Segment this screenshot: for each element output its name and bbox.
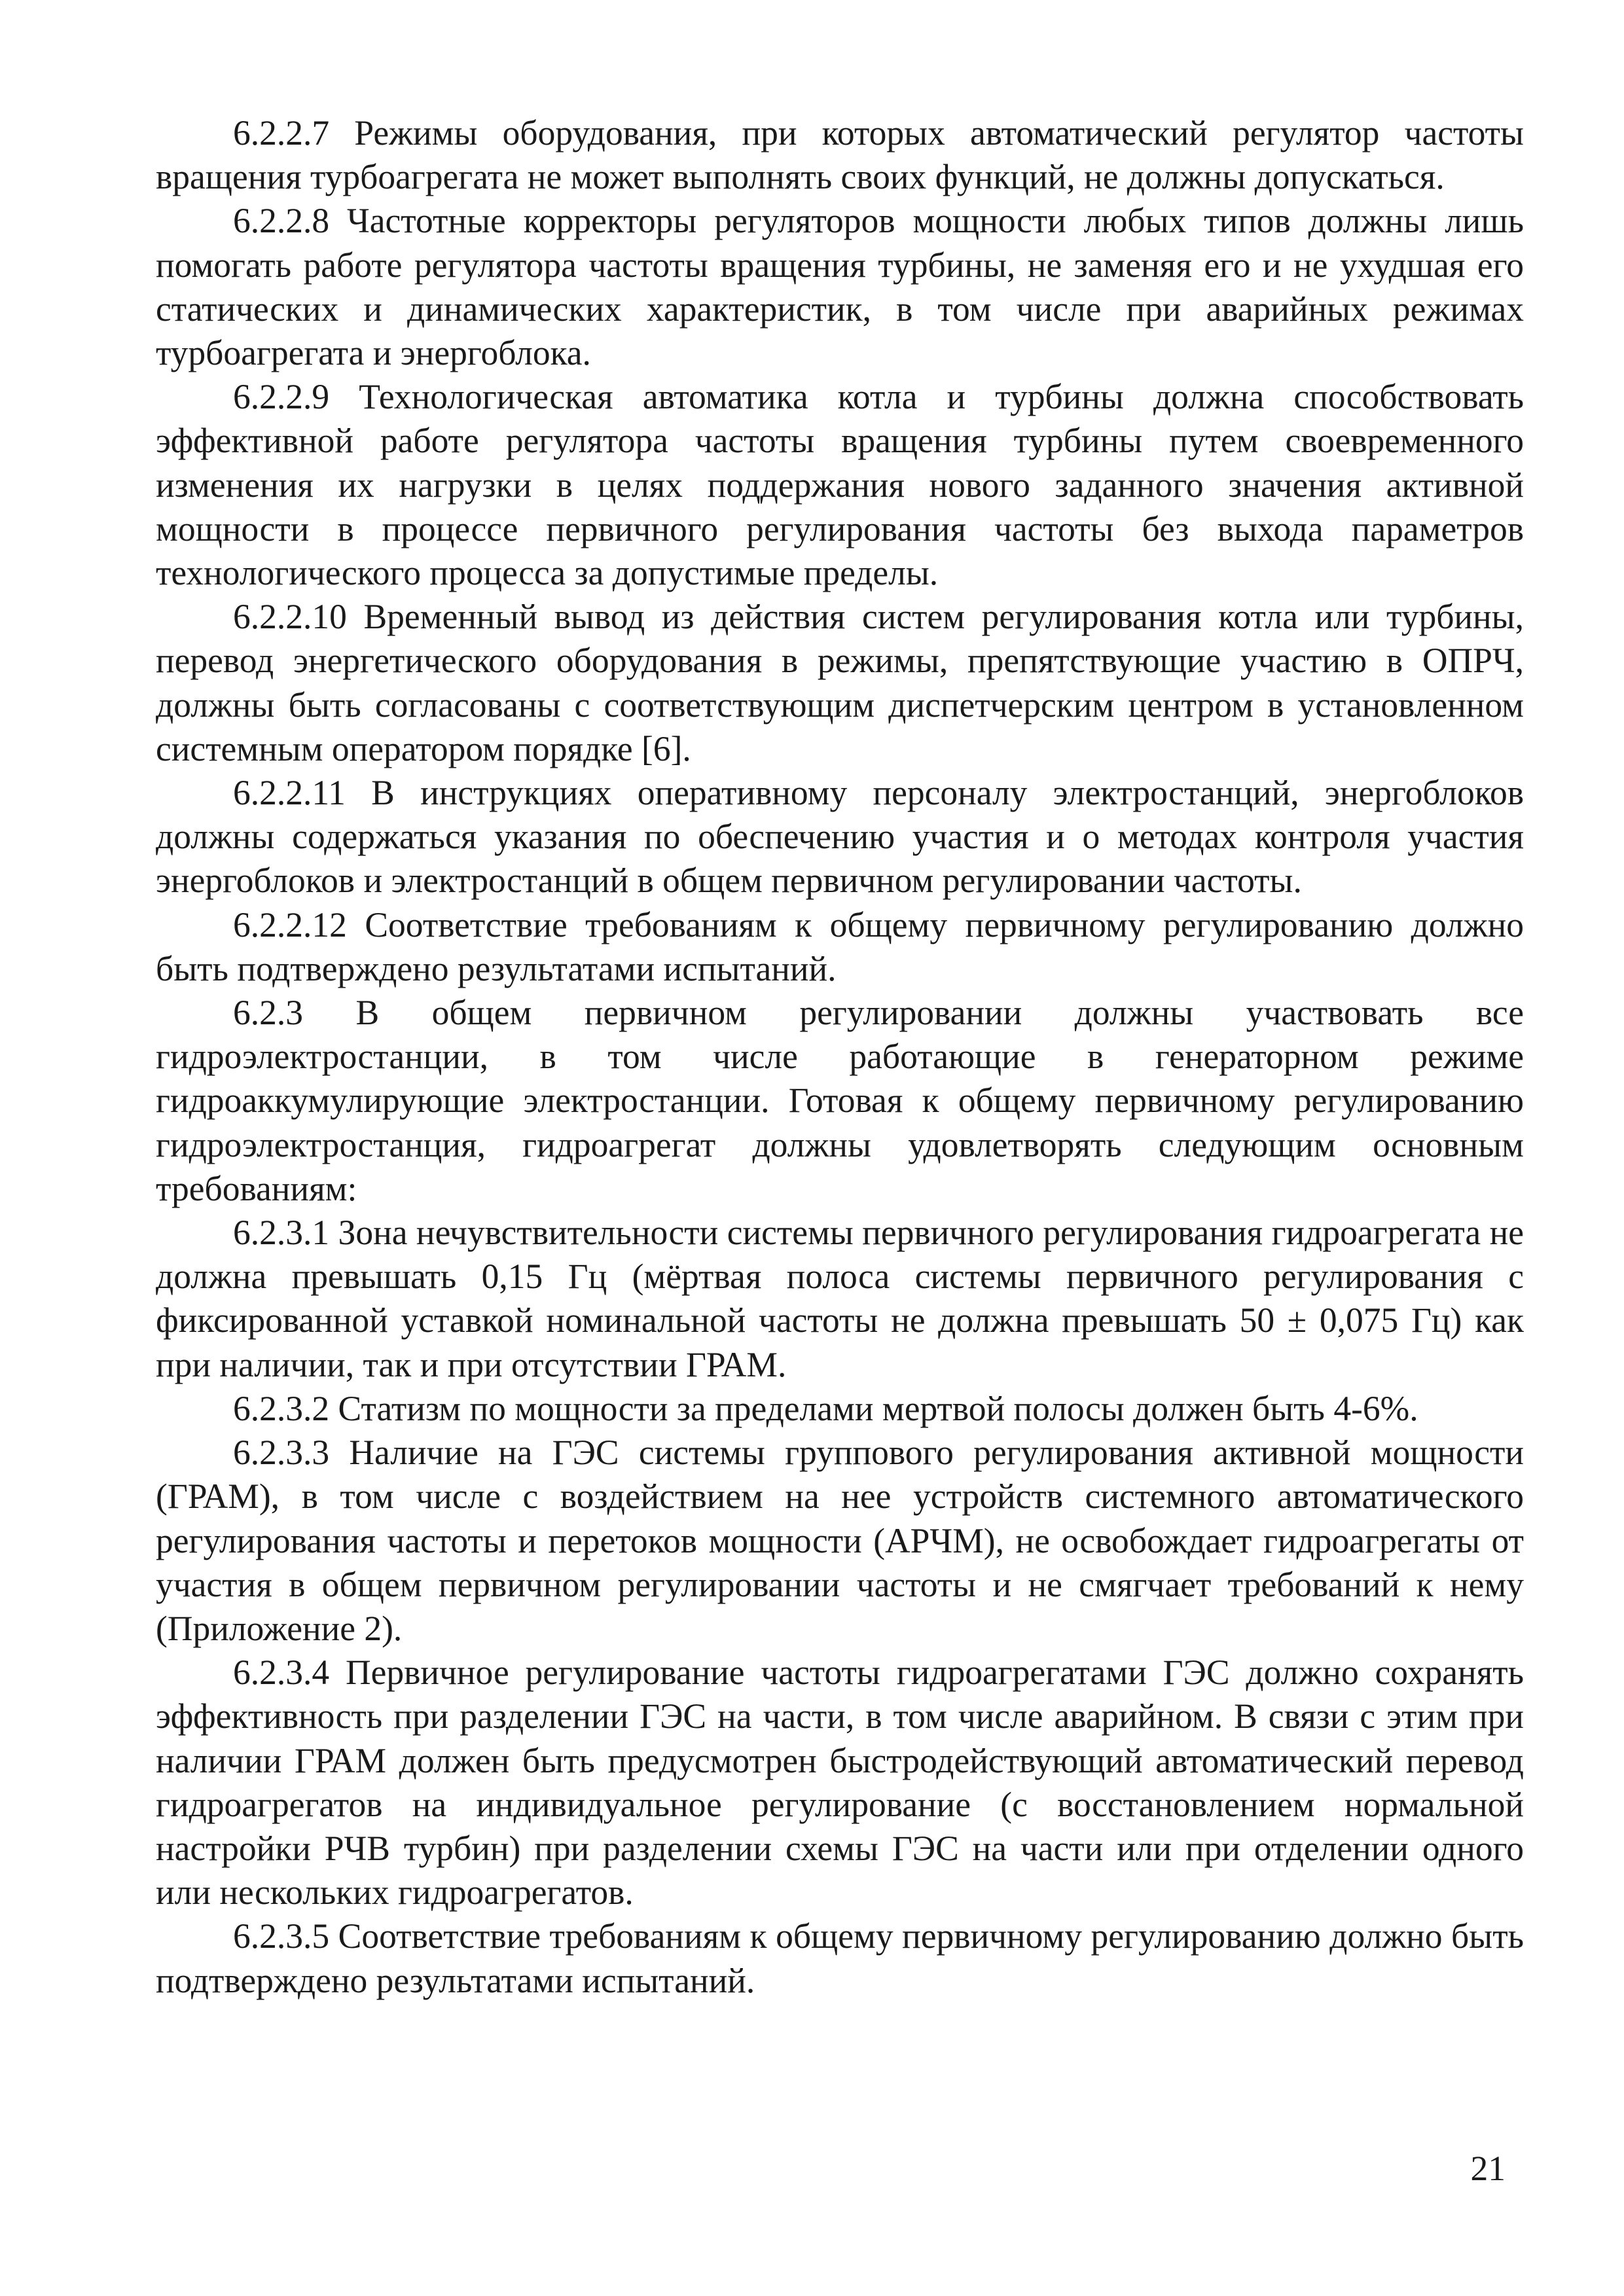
document-body: [156, 111, 1524, 2003]
paragraph-6-2-2-8: 6.2.2.8 Частотные корректоры регуляторов мощности любых типов должны лишь помогать работе регулятора частоты вращения турбины, не заменяя его и не ухудшая его статических и динамических характеристик, в том числе при аварийных режимах турбоагрегата и энергоблока.: [156, 201, 1524, 373]
paragraph-6-2-2-11: 6.2.2.11 В инструкциях оперативному персоналу электростанций, энергоблоков должны содержаться указания по обеспечению участия и о методах контроля участия энергоблоков и электростанций в общем первичном регулировании частоты.: [156, 773, 1524, 901]
paragraph-6-2-2-12: 6.2.2.12 Соответствие требованиям к общему первичному регулированию должно быть подтверждено результатами испытаний.: [156, 905, 1524, 988]
paragraph-6-2-3-5: 6.2.3.5 Соответствие требованиям к общему первичному регулированию должно быть подтверждено результатами испытаний.: [156, 1916, 1524, 2000]
paragraph-6-2-2-9: 6.2.2.9 Технологическая автоматика котла и турбины должна способствовать эффективной работе регулятора частоты вращения турбины путем своевременного изменения их нагрузки в целях поддержания нового заданного значения активной мощности в процессе первичного регулирования частоты без выхода параметров технологического процесса за допустимые пределы.: [156, 377, 1524, 593]
paragraph-6-2-3: 6.2.3 В общем первичном регулировании должны участвовать все гидроэлектростанции, в том числе работающие в генераторном режиме гидроаккумулирующие электростанции. Готовая к общему первичному регулированию гидроэлектростанция, гидроагрегат должны удовлетворять следующим основным требованиям:: [156, 993, 1524, 1208]
paragraph-6-2-3-2: 6.2.3.2 Статизм по мощности за пределами мертвой полосы должен быть 4-6%.: [233, 1388, 1418, 1428]
paragraph-6-2-3-4: 6.2.3.4 Первичное регулирование частоты гидроагрегатами ГЭС должно сохранять эффективность при разделении ГЭС на части, в том числе аварийном. В связи с этим при наличии ГРАМ должен быть предусмотрен быстродействующий автоматический перевод гидроагрегатов на индивидуальное регулирование (с восстановлением нормальной настройки РЧВ турбин) при разделении схемы ГЭС на части или при отделении одного или нескольких гидроагрегатов.: [156, 1653, 1524, 1912]
paragraph-6-2-2-10: 6.2.2.10 Временный вывод из действия систем регулирования котла или турбины, перевод энергетического оборудования в режимы, препятствующие участию в ОПРЧ, должны быть согласованы с соответствующим диспетчерским центром в установленном системным оператором порядке [6].: [156, 597, 1524, 768]
paragraph-6-2-3-1: 6.2.3.1 Зона нечувствительности системы первичного регулирования гидроагрегата не должна превышать 0,15 Гц (мёртвая полоса системы первичного регулирования с фиксированной уставкой номинальной частоты не должна превышать 50 ± 0,075 Гц) как при наличии, так и при отсутствии ГРАМ.: [156, 1213, 1524, 1384]
paragraph-6-2-3-3: 6.2.3.3 Наличие на ГЭС системы группового регулирования активной мощности (ГРАМ), в том числе с воздействием на нее устройств системного автоматического регулирования частоты и перетоков мощности (АРЧМ), не освобождает гидроагрегаты от участия в общем первичном регулировании частоты и не смягчает требований к нему (Приложение 2).: [156, 1433, 1524, 1648]
page-number: 21: [1470, 2149, 1506, 2188]
paragraph-6-2-2-7: 6.2.2.7 Режимы оборудования, при которых автоматический регулятор частоты вращения турбоагрегата не может выполнять своих функций, не должны допускаться.: [156, 113, 1524, 197]
